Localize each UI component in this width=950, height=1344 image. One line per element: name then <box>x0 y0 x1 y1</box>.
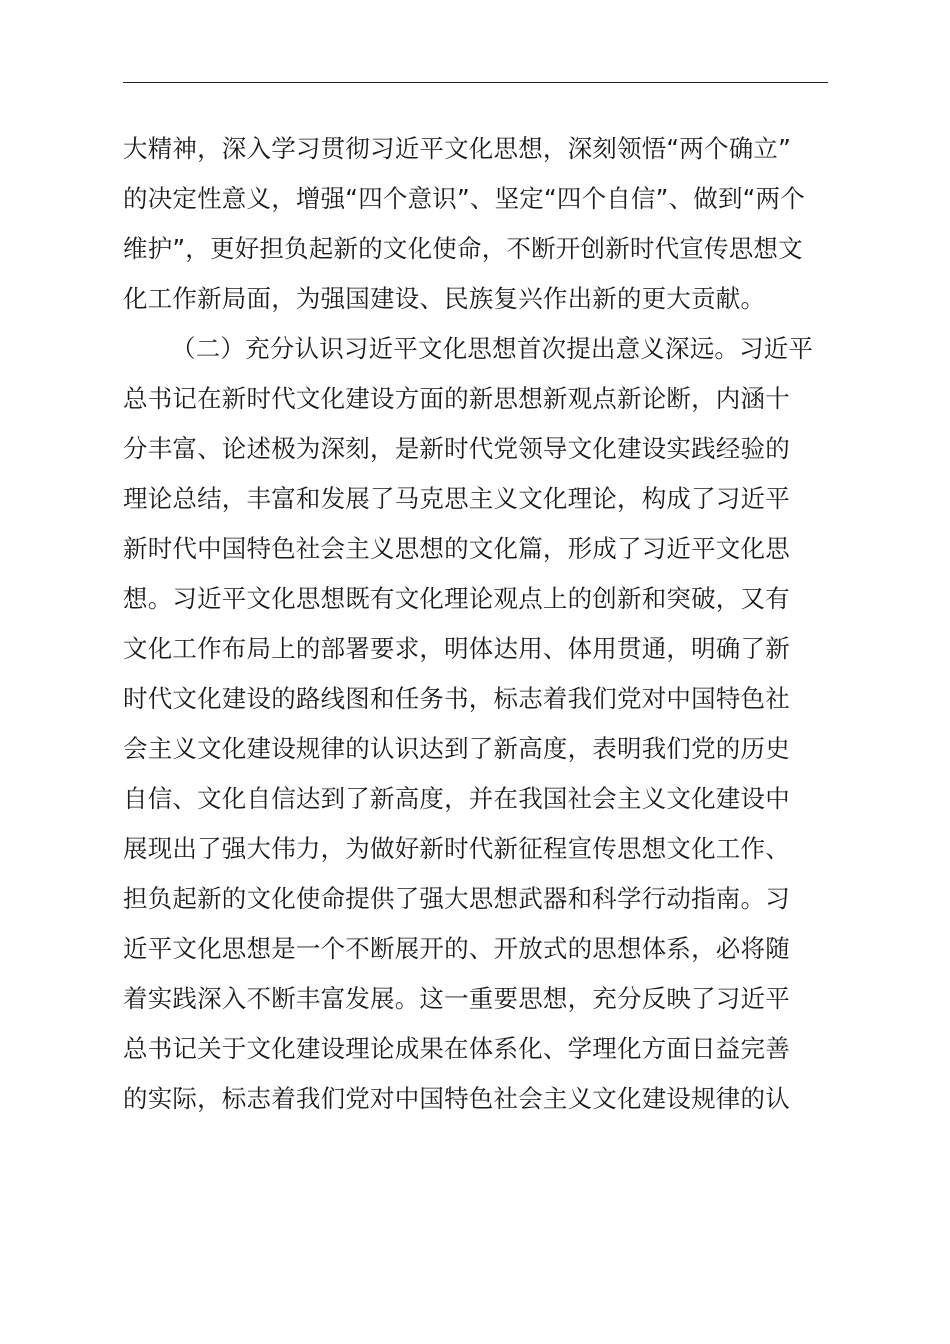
text-line: 近平文化思想是一个不断展开的、开放式的思想体系，必将随 <box>123 934 790 963</box>
text-line: 分丰富、论述极为深刻，是新时代党领导文化建设实践经验的 <box>123 434 790 463</box>
text-line: 会主义文化建设规律的认识达到了新高度，表明我们党的历史 <box>123 734 790 763</box>
text-line: 的实际，标志着我们党对中国特色社会主义文化建设规律的认 <box>123 1084 790 1113</box>
text-line: 总书记在新时代文化建设方面的新思想新观点新论断，内涵十 <box>123 384 790 413</box>
text-line: 新时代中国特色社会主义思想的文化篇，形成了习近平文化思 <box>123 534 790 563</box>
text-line: 自信、文化自信达到了新高度，并在我国社会主义文化建设中 <box>123 784 790 813</box>
text-line: 的决定性意义，增强“四个意识”、坚定“四个自信”、做到“两个 <box>123 184 805 213</box>
text-line: 着实践深入不断丰富发展。这一重要思想，充分反映了习近平 <box>123 984 790 1013</box>
text-line: 维护”，更好担负起新的文化使命，不断开创新时代宣传思想文 <box>123 234 803 263</box>
paragraph-2 <box>123 324 828 1124</box>
body-text <box>123 124 828 1124</box>
text-line: 文化工作布局上的部署要求，明体达用、体用贯通，明确了新 <box>123 634 790 663</box>
text-line: 想。习近平文化思想既有文化理论观点上的创新和突破，又有 <box>123 584 790 613</box>
text-line: 时代文化建设的路线图和任务书，标志着我们党对中国特色社 <box>123 684 790 713</box>
paragraph-1 <box>123 124 828 324</box>
text-line: 理论总结，丰富和发展了马克思主义文化理论，构成了习近平 <box>123 484 790 513</box>
text-line: 大精神，深入学习贯彻习近平文化思想，深刻领悟“两个确立” <box>123 134 791 163</box>
text-line: 担负起新的文化使命提供了强大思想武器和科学行动指南。习 <box>123 884 790 913</box>
text-line: 总书记关于文化建设理论成果在体系化、学理化方面日益完善 <box>123 1034 790 1063</box>
text-line: 化工作新局面，为强国建设、民族复兴作出新的更大贡献。 <box>123 284 766 313</box>
text-line: 展现出了强大伟力，为做好新时代新征程宣传思想文化工作、 <box>123 834 790 863</box>
text-line: （二）充分认识习近平文化思想首次提出意义深远。习近平 <box>171 334 814 363</box>
header-rule <box>123 82 828 83</box>
